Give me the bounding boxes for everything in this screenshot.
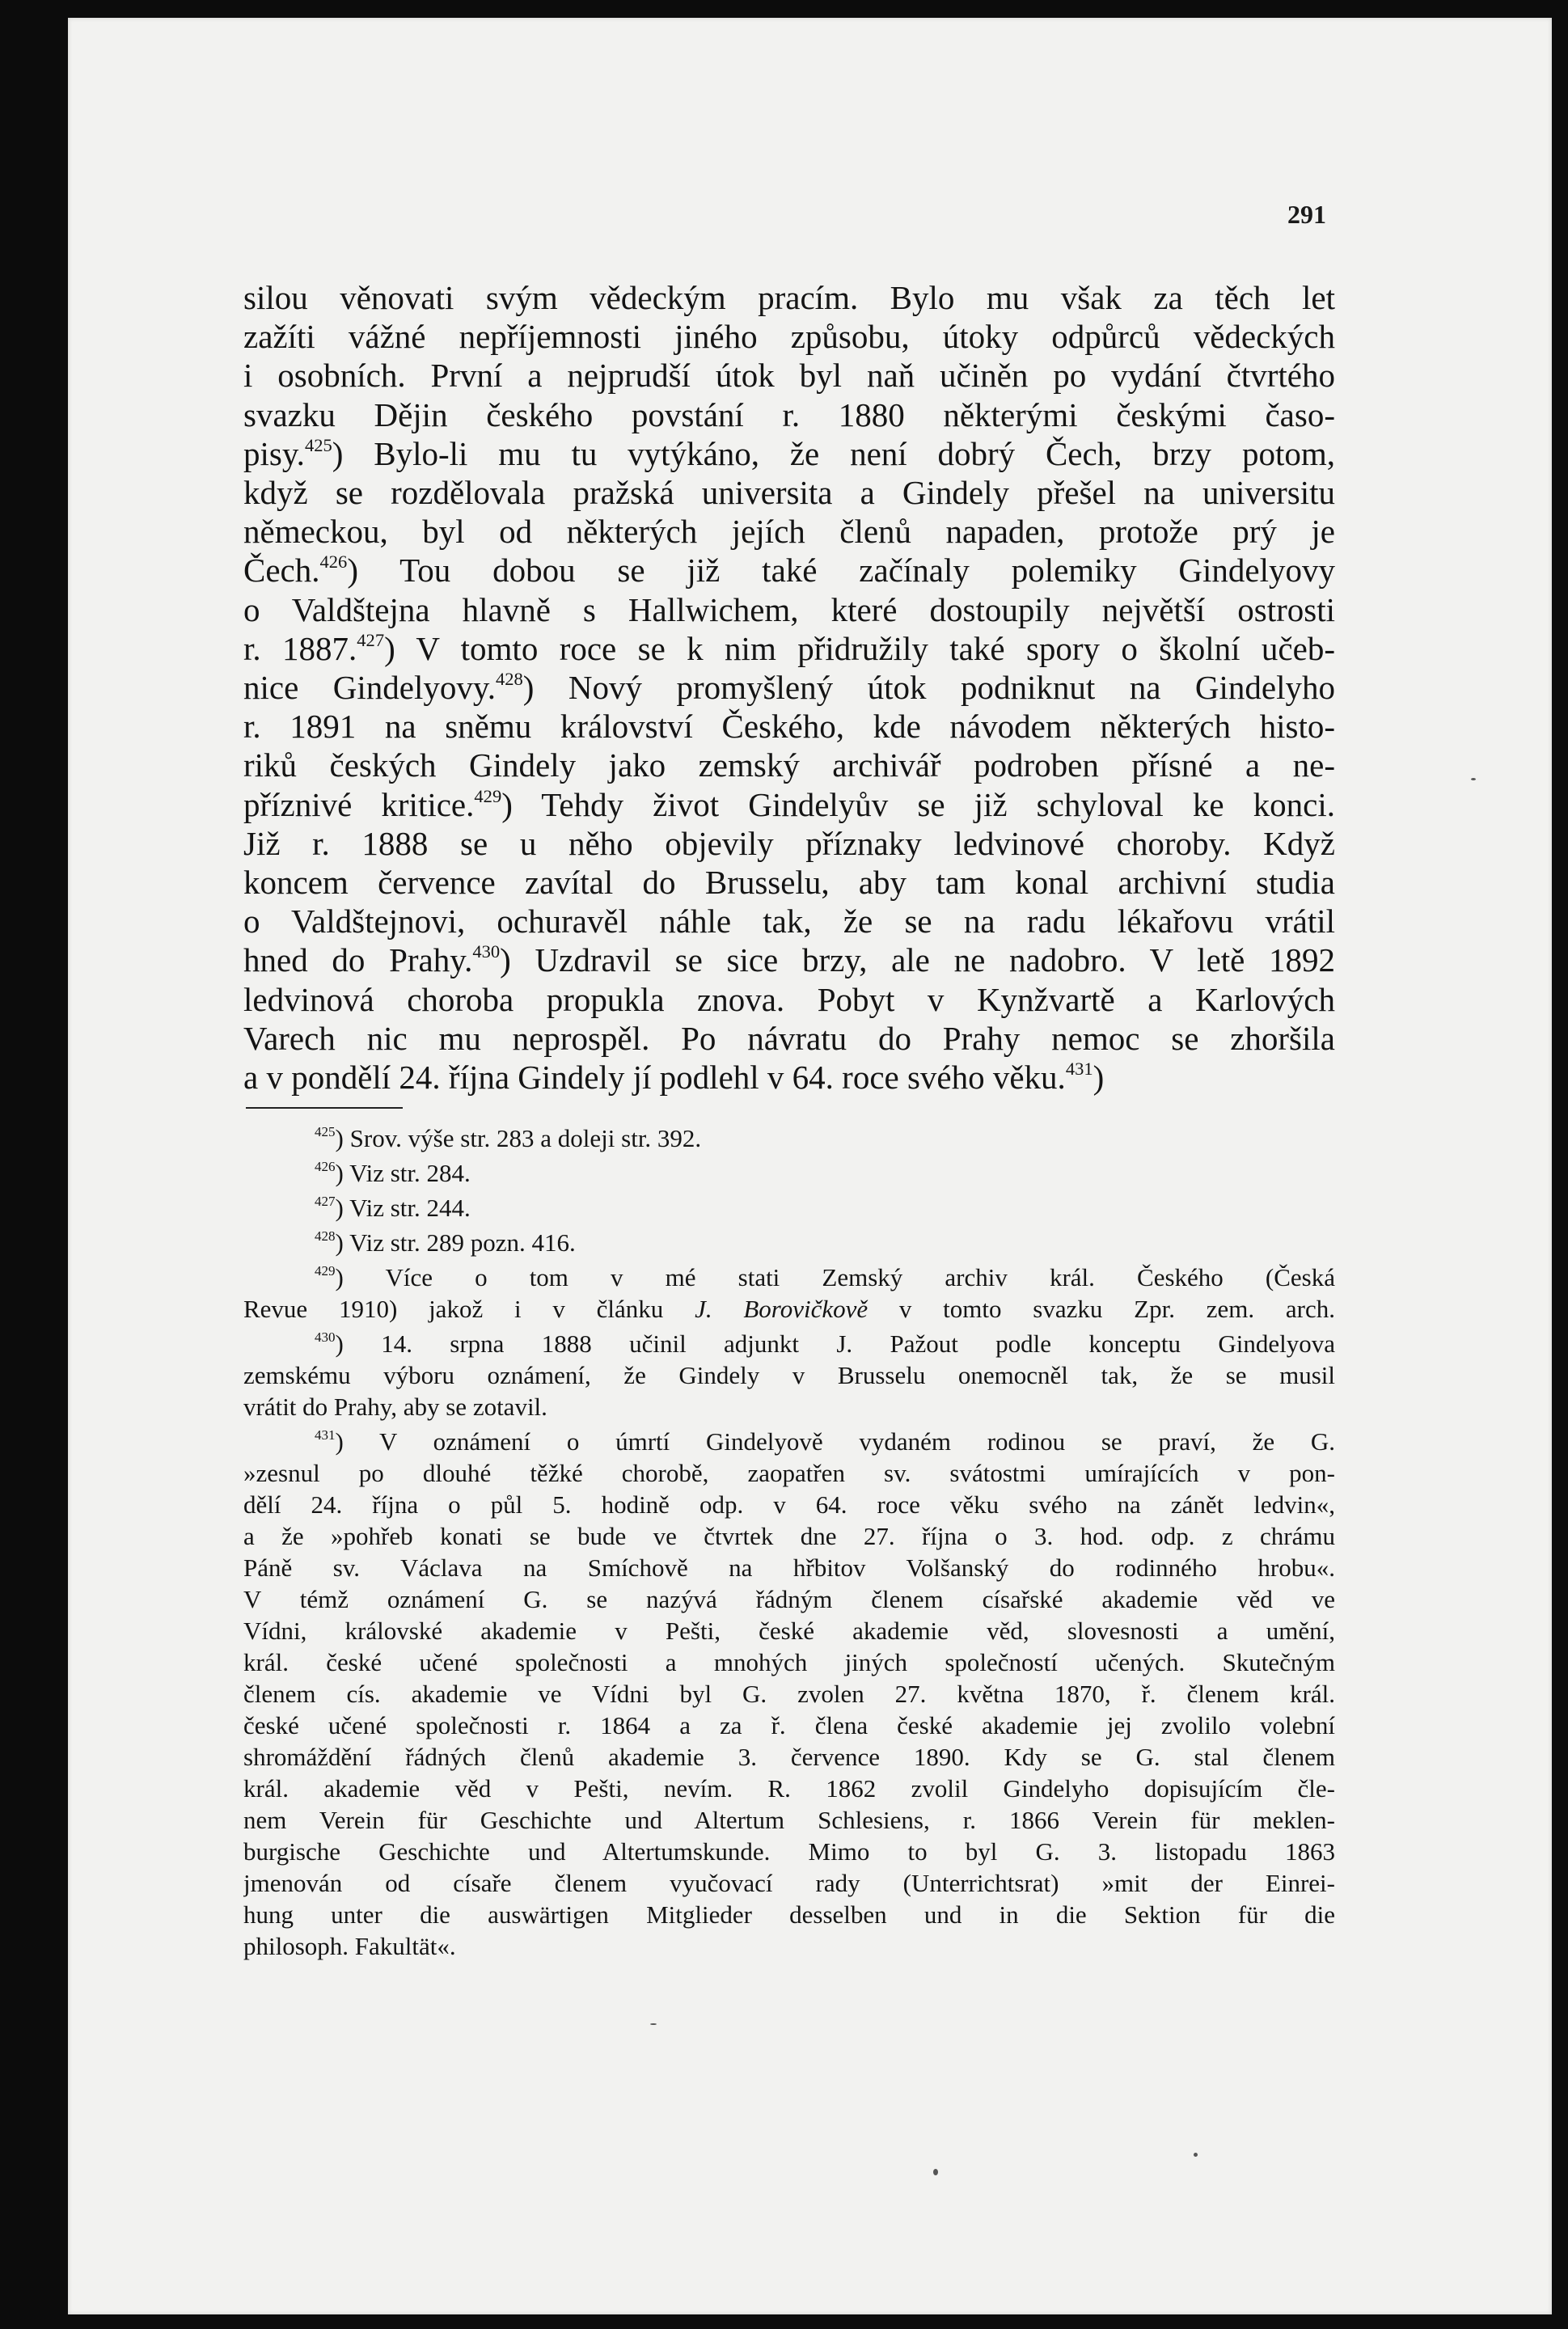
- footnote-mark: 427: [315, 1194, 336, 1210]
- main-text: [243, 278, 1335, 1097]
- footnote-425: $^{425}$) Srov. výše str. 283 a doleji str. 392.: [315, 1124, 702, 1152]
- text-line: hned do Prahy.$^{430}$) Uzdravil se sice brzy, ale ne nadobro. V letě 1892: [243, 941, 1335, 979]
- text-line: když se rozdělovala pražská universita a Gindely přešel na universitu: [243, 474, 1335, 512]
- footnote-ref: 429: [474, 785, 502, 806]
- scan-speck: [933, 2169, 938, 2175]
- footnote-428: $^{428}$) Viz str. 289 pozn. 416.: [315, 1228, 576, 1257]
- footnote-mark: 430: [315, 1329, 336, 1346]
- footnote-mark: 425: [315, 1124, 336, 1140]
- text-line: pisy.$^{425}$) Bylo-li mu tu vytýkáno, že není dobrý Čech, brzy potom,: [243, 434, 1335, 472]
- text-line: i osobních. První a nejprudší útok byl naň učiněn po vydání čtvrtého: [243, 357, 1335, 395]
- footnote-ref: 430: [472, 941, 501, 962]
- scan-speck: [1471, 778, 1476, 780]
- footnote-427: $^{427}$) Viz str. 244.: [315, 1194, 471, 1222]
- scan-speck: [1194, 2153, 1198, 2157]
- footnote-ref: 427: [357, 629, 385, 650]
- scan-speck: [650, 2023, 657, 2025]
- footnote-mark: 429: [315, 1263, 336, 1279]
- footnote-430: $^{430}$) 14. srpna 1888 učinil adjunkt J. Pažout podle konceptu Gindelyova zemskému výboru oznámení, že Gindely v Brusselu onemocněl tak, že se musil vrátit do Prahy, aby se zotavil.: [243, 1329, 1335, 1421]
- footnote-ref: 426: [319, 552, 348, 573]
- text-line: německou, byl od některých jejích členů napaden, protože prý je: [243, 513, 1335, 551]
- text-line: a v pondělí 24. října Gindely jí podlehl v 64. roce svého věku.$^{431}$): [243, 1059, 1105, 1097]
- footnote-426: $^{426}$) Viz str. 284.: [315, 1159, 471, 1187]
- text-line: silou věnovati svým vědeckým pracím. Bylo mu však za těch let: [243, 279, 1335, 316]
- book-page: [68, 18, 1552, 2314]
- footnote-mark: 431: [315, 1427, 336, 1443]
- text-line: příznivé kritice.$^{429}$) Tehdy život Gindelyův se již schyloval ke konci.: [243, 785, 1335, 823]
- footnote-429: $^{429}$) Více o tom v mé stati Zemský archiv král. Českého (Česká Revue 1910) jakož i v článku J. Borovičkově v tomto svazku Zpr. zem. arch.: [243, 1263, 1335, 1323]
- text-line: o Valdštejnovi, ochuravěl náhle tak, že se na radu lékařovu vrátil: [243, 902, 1335, 940]
- footnote-431: $^{431}$) V oznámení o úmrtí Gindelyově vydaném rodinou se praví, že G. »zesnul po dlouhé těžké chorobě, zaopatřen sv. svátostmi umírajících v pon- dělí 24. října o půl 5. hodině odp. v 64. roce věku svého na zánět ledvin«, a že »pohřeb konati se bude ve čtvrtek dne 27. října o 3. hod. odp. z chrámu Páně sv. Václava na Smíchově na hřbitov Volšanský do rodinného hrobu«. V témž oznámení G. se nazývá řádným členem císařské akademie věd ve Vídni, královské akademie v Pešti, české akademie věd, slovesnosti a umění, král. české učené společnosti a mnohých jiných společností učených. Skutečným členem cís. akademie ve Vídni byl G. zvolen 27. května 1870, ř. členem král. české učené společnosti r. 1864 a za ř. člena české akademie jej zvolilo volební shromáždění řádných členů akademie 3. července 1890. Kdy se G. stal členem král. akademie věd v Pešti, nevím. R. 1862 zvolil Gindelyho dopisujícím čle- nem Verein für Geschichte und Altertum Schlesiens, r. 1866 Verein für meklen- burgische Geschichte und Altertumskunde. Mimo to byl G. 3. listopadu 1863 jmenován od císaře členem vyučovací rady (Unterrichtsrat) »mit der Einrei- hung unter die auswärtigen Mitglieder desselben und in die Sektion für die philosoph. Fakultät«.: [243, 1427, 1335, 1960]
- footnotes: [243, 1122, 1335, 1962]
- text-line: r. 1887.$^{427}$) V tomto roce se k nim přidružily také spory o školní učeb-: [243, 629, 1335, 667]
- text-line: o Valdštejna hlavně s Hallwichem, které dostoupily největší ostrosti: [243, 590, 1335, 628]
- text-line: ledvinová choroba propukla znova. Pobyt v Kynžvartě a Karlových: [243, 980, 1335, 1018]
- footnote-mark: 428: [315, 1228, 336, 1245]
- text-line: Varech nic mu neprospěl. Po návratu do Prahy nemoc se zhoršila: [243, 1019, 1335, 1057]
- footnote-divider: [246, 1107, 403, 1109]
- footnote-ref: 425: [304, 434, 332, 455]
- text-line: riků českých Gindely jako zemský archivář podroben přísné a ne-: [243, 746, 1335, 784]
- page-number: 291: [1287, 200, 1326, 229]
- text-line: Čech.$^{426}$) Tou dobou se již také začínaly polemiky Gindelyovy: [243, 552, 1335, 590]
- text-line: nice Gindelyovy.$^{428}$) Nový promyšlený útok podniknut na Gindelyho: [243, 669, 1335, 707]
- text-line: svazku Dějin českého povstání r. 1880 některými českými časo-: [243, 395, 1335, 433]
- text-line: r. 1891 na sněmu království Českého, kde návodem některých histo-: [243, 708, 1335, 746]
- text-line: Již r. 1888 se u něho objevily příznaky ledvinové choroby. Když: [243, 824, 1335, 862]
- footnote-mark: 426: [315, 1159, 336, 1175]
- footnote-ref: 428: [495, 669, 523, 690]
- text-line: koncem července zavítal do Brusselu, aby tam konal archivní studia: [243, 864, 1335, 902]
- text-line: zažíti vážné nepříjemnosti jiného způsobu, útoky odpůrců vědeckých: [243, 318, 1335, 356]
- footnote-ref: 431: [1065, 1059, 1093, 1080]
